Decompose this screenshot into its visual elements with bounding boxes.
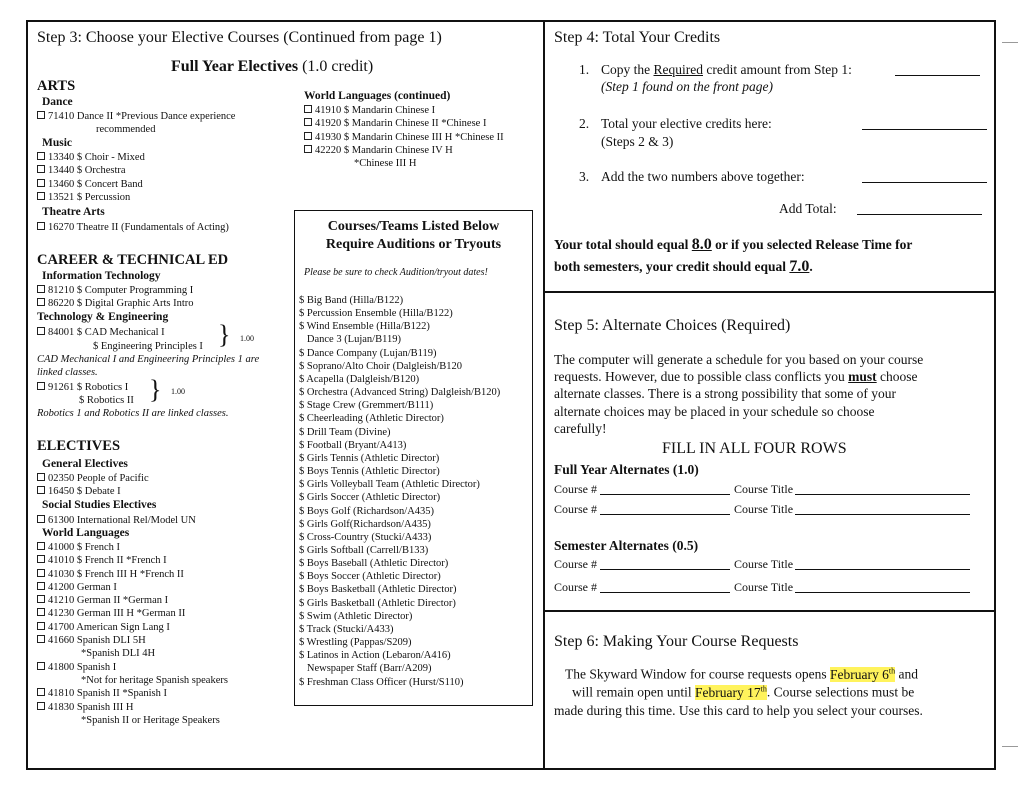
checkbox[interactable]	[304, 118, 312, 126]
electives-heading: ELECTIVES	[37, 438, 121, 454]
close-date-text: February 17	[694, 684, 761, 700]
step4-total-blank[interactable]	[857, 203, 982, 215]
robotics-credit: 1.00	[171, 387, 185, 396]
para-text: choose	[876, 369, 918, 384]
step4-q2: Total your elective credits here:	[601, 116, 772, 131]
course-label: 41910 $ Mandarin Chinese I	[315, 105, 436, 116]
checkbox[interactable]	[37, 298, 45, 306]
course-number-label: Course #	[554, 580, 597, 594]
course-row[interactable]	[37, 297, 194, 310]
step5-fill-heading: FILL IN ALL FOUR ROWS	[662, 440, 847, 457]
course-row[interactable]	[37, 661, 228, 674]
release-total: 7.0	[789, 258, 810, 275]
audition-item: $ Stage Crew (Gremmert/B111)	[299, 400, 434, 412]
course-title-input[interactable]	[795, 581, 970, 593]
course-label: *Spanish II or Heritage Speakers	[81, 714, 220, 726]
course-number-input[interactable]	[600, 503, 730, 515]
course-note	[37, 674, 228, 687]
step5-para-5: carefully!	[554, 421, 607, 436]
semester-alternates-heading: Semester Alternates (0.5)	[554, 538, 699, 553]
audition-item: Newspaper Staff (Barr/A209)	[299, 663, 432, 675]
theatre-course[interactable]	[37, 221, 229, 234]
audition-item: $ Percussion Ensemble (Hilla/B122)	[299, 308, 453, 320]
full-year-credit: (1.0 credit)	[298, 58, 374, 75]
step5-para-2	[554, 369, 918, 385]
audition-item: $ Cheerleading (Athletic Director)	[299, 413, 444, 425]
checkbox[interactable]	[37, 622, 45, 630]
audition-item: $ Freshman Class Officer (Hurst/S110)	[299, 676, 464, 688]
close-date-sup: th	[760, 684, 767, 693]
course-number-input[interactable]	[600, 558, 730, 570]
course-label: 41810 Spanish II *Spanish I	[48, 688, 167, 700]
course-number-label: Course #	[554, 482, 597, 496]
close-date	[695, 685, 767, 700]
checkbox[interactable]	[37, 192, 45, 200]
auditions-title-2: Require Auditions or Tryouts	[325, 237, 502, 252]
summary-text: Your total should equal	[554, 237, 692, 252]
course-label: *Spanish DLI 4H	[81, 648, 156, 660]
course-row[interactable]	[37, 581, 228, 594]
audition-item: $ Boys Basketball (Athletic Director)	[299, 584, 457, 596]
course-row[interactable]	[37, 701, 228, 714]
course-row[interactable]	[37, 621, 228, 634]
audition-item: $ Cross-Country (Stucki/A433)	[299, 531, 432, 543]
audition-item: $ Wind Ensemble (Hilla/B122)	[299, 321, 430, 333]
course-label: 81210 $ Computer Programming I	[48, 285, 194, 296]
it-heading: Information Technology	[42, 270, 161, 282]
course-row[interactable]	[37, 541, 228, 554]
course-title-input[interactable]	[795, 503, 970, 515]
audition-item: $ Track (Stucki/A433)	[299, 623, 394, 635]
auditions-list	[299, 294, 500, 689]
required-total: 8.0	[691, 236, 712, 253]
audition-item: $ Girls Basketball (Athletic Director)	[299, 597, 456, 609]
robotics-course-2: $ Robotics II	[79, 395, 134, 406]
course-row[interactable]	[37, 284, 194, 297]
q1-required: Required	[653, 62, 703, 77]
course-label: 16450 $ Debate I	[48, 486, 121, 498]
course-label: 42220 $ Mandarin Chinese IV H	[315, 144, 453, 156]
checkbox[interactable]	[37, 542, 45, 550]
summary-text: both semesters, your credit should equal	[554, 259, 790, 274]
general-heading: General Electives	[42, 458, 128, 470]
step5-title: Step 5: Alternate Choices (Required)	[554, 317, 791, 334]
step6-line-1	[565, 666, 918, 683]
auditions-title-1: Courses/Teams Listed Below	[327, 219, 500, 234]
social-heading: Social Studies Electives	[42, 499, 157, 511]
course-label: 41230 German III H *German II	[48, 608, 186, 620]
step4-q1-sub: (Step 1 found on the front page)	[601, 79, 773, 94]
step4-q2-sub: (Steps 2 & 3)	[601, 134, 674, 149]
course-label: 41920 $ Mandarin Chinese II *Chinese I	[315, 118, 487, 130]
must-emphasis: must	[848, 369, 877, 384]
open-date	[830, 667, 895, 682]
step6-text: . Course selections must be	[766, 684, 915, 700]
checkbox[interactable]	[37, 555, 45, 563]
step5-para-1: The computer will generate a schedule for you based on your course	[554, 352, 924, 367]
alternate-row-4	[554, 580, 970, 595]
audition-item: $ Latinos in Action (Lebaron/A416)	[299, 650, 451, 662]
course-label: 86220 $ Digital Graphic Arts Intro	[48, 298, 194, 310]
course-label: 41030 $ French III H *French II	[48, 568, 184, 580]
course-row[interactable]	[37, 634, 228, 647]
course-title-label: Course Title	[734, 557, 794, 571]
checkbox[interactable]	[37, 165, 45, 173]
course-label: 41700 American Sign Lang I	[48, 621, 170, 633]
audition-item: $ Wrestling (Pappas/S209)	[299, 637, 412, 649]
wl-continued-heading: World Languages (continued)	[304, 90, 451, 102]
course-note	[37, 647, 228, 660]
cad-course-2: $ Engineering Principles I	[93, 341, 203, 352]
course-label: 13440 $ Orchestra	[48, 165, 126, 177]
course-title-input[interactable]	[795, 483, 970, 495]
checkbox[interactable]	[37, 702, 45, 710]
course-note	[304, 157, 504, 170]
course-title-label: Course Title	[734, 502, 794, 516]
cad-note-1: CAD Mechanical I and Engineering Principles 1 are	[37, 354, 260, 365]
checkbox[interactable]	[304, 105, 312, 113]
step5-para-3: alternate classes. There is a strong possibility that some of your	[554, 386, 897, 401]
step4-q2-blank[interactable]	[862, 118, 987, 130]
general-list	[37, 472, 149, 499]
step4-q1	[601, 62, 852, 78]
course-row[interactable]	[37, 151, 145, 164]
course-title-label: Course Title	[734, 580, 794, 594]
course-row[interactable]	[304, 144, 504, 157]
checkbox[interactable]	[304, 145, 312, 153]
course-label: 41800 Spanish I	[48, 661, 117, 673]
step6-title: Step 6: Making Your Course Requests	[554, 633, 799, 650]
audition-item: $ Orchestra (Advanced String) Dalgleish/B120)	[299, 387, 501, 399]
audition-item: $ Big Band (Hilla/B122)	[299, 295, 404, 306]
course-number-input[interactable]	[600, 483, 730, 495]
cad-note-2: linked classes.	[37, 367, 98, 378]
course-label: 13460 $ Concert Band	[48, 178, 143, 190]
audition-item: $ Girls Tennis (Athletic Director)	[299, 452, 440, 464]
cte-heading: CAREER & TECHNICAL ED	[37, 252, 229, 268]
course-label: 41830 Spanish III H	[48, 701, 134, 713]
open-date-text: February 6	[830, 666, 889, 682]
checkbox[interactable]	[304, 132, 312, 140]
cad-credit: 1.00	[240, 334, 254, 343]
course-row[interactable]	[37, 164, 145, 177]
checkbox[interactable]	[37, 473, 45, 481]
checkbox[interactable]	[37, 486, 45, 494]
fold-mark-top	[1002, 42, 1018, 43]
course-row[interactable]	[37, 485, 149, 498]
course-label: 71410 Dance II *Previous Dance experience	[48, 111, 236, 122]
full-year-heading	[171, 58, 373, 76]
course-label: 41000 $ French I	[48, 542, 121, 553]
open-date-sup: th	[888, 666, 896, 675]
step4-q1-num: 1.	[579, 62, 590, 77]
checkbox[interactable]	[37, 327, 45, 335]
checkbox[interactable]	[37, 179, 45, 187]
step5-divider	[544, 610, 996, 612]
course-row[interactable]	[37, 687, 228, 700]
step6-text: The Skyward Window for course requests opens	[565, 666, 831, 682]
course-label: 84001 $ CAD Mechanical I	[48, 327, 165, 338]
audition-item: $ Football (Bryant/A413)	[299, 439, 407, 451]
checkbox[interactable]	[37, 382, 45, 390]
course-number-label: Course #	[554, 557, 597, 571]
course-label: 41200 German I	[48, 581, 117, 593]
social-course[interactable]	[37, 514, 196, 527]
summary-text: or if you selected Release Time for	[711, 237, 913, 252]
alternate-row-2	[554, 502, 970, 517]
course-note	[37, 714, 228, 727]
course-number-label: Course #	[554, 502, 597, 516]
column-divider	[543, 20, 545, 770]
course-label: 16270 Theatre II (Fundamentals of Acting)	[48, 222, 229, 233]
brace-icon: }	[218, 320, 231, 349]
course-row[interactable]	[304, 104, 504, 117]
robotics-note: Robotics 1 and Robotics II are linked classes.	[37, 408, 229, 419]
audition-item: $ Swim (Athletic Director)	[299, 610, 413, 622]
world-languages-list	[37, 541, 228, 727]
audition-item: Dance 3 (Lujan/B119)	[299, 334, 401, 346]
audition-item: $ Girls Softball (Carrell/B133)	[299, 544, 429, 556]
course-number-input[interactable]	[600, 581, 730, 593]
checkbox[interactable]	[37, 582, 45, 590]
summary-text: .	[809, 259, 813, 274]
course-label: 41660 Spanish DLI 5H	[48, 635, 146, 647]
brace-icon: }	[149, 375, 162, 404]
step4-title: Step 4: Total Your Credits	[554, 29, 721, 46]
course-row[interactable]	[304, 117, 504, 130]
step3-title: Step 3: Choose your Elective Courses (Continued from page 1)	[37, 29, 442, 46]
course-label: 13340 $ Choir - Mixed	[48, 152, 145, 163]
alternate-row-1	[554, 482, 970, 497]
auditions-note: Please be sure to check Audition/tryout dates!	[304, 267, 488, 278]
course-label: 02350 People of Pacific	[48, 473, 149, 484]
world-languages-heading: World Languages	[42, 527, 130, 539]
step4-summary-2	[554, 258, 813, 276]
step4-q3-num: 3.	[579, 169, 590, 184]
checkbox[interactable]	[37, 152, 45, 160]
q1-post: credit amount from Step 1:	[703, 62, 852, 77]
dance-heading: Dance	[42, 96, 73, 108]
q1-pre: Copy the	[601, 62, 654, 77]
step6-line-2	[572, 684, 914, 701]
audition-item: $ Girls Volleyball Team (Athletic Director)	[299, 479, 480, 491]
robotics-course-1[interactable]	[37, 381, 128, 394]
full-year-bold: Full Year Electives	[171, 58, 299, 75]
course-label: 61300 International Rel/Model UN	[48, 515, 196, 526]
course-row[interactable]	[37, 607, 228, 620]
audition-item: $ Boys Baseball (Athletic Director)	[299, 558, 449, 570]
dance-course-1-note: recommended	[96, 124, 156, 135]
it-list	[37, 284, 194, 311]
course-title-label: Course Title	[734, 482, 794, 496]
step5-para-4: alternate choices may be placed in your schedule so choose	[554, 404, 875, 419]
course-label: 41210 German II *German I	[48, 595, 169, 607]
audition-item: $ Drill Team (Divine)	[299, 426, 391, 438]
step4-q1-blank[interactable]	[895, 64, 980, 76]
audition-item: $ Girls Golf(Richardson/A435)	[299, 518, 431, 530]
alternate-row-3	[554, 557, 970, 572]
course-row[interactable]	[37, 594, 228, 607]
checkbox[interactable]	[37, 111, 45, 119]
course-row[interactable]	[304, 131, 504, 144]
checkbox[interactable]	[37, 515, 45, 523]
audition-item: $ Boys Tennis (Athletic Director)	[299, 466, 440, 478]
para-text: requests. However, due to possible class conflicts you	[554, 369, 849, 384]
step6-text: and	[895, 666, 918, 682]
full-year-alternates-heading: Full Year Alternates (1.0)	[554, 462, 699, 477]
checkbox[interactable]	[37, 608, 45, 616]
cad-course-1[interactable]	[37, 326, 165, 339]
audition-item: $ Acapella (Dalgleish/B120)	[299, 373, 420, 385]
step6-text: will remain open until	[572, 684, 695, 700]
course-row[interactable]	[37, 472, 149, 485]
music-heading: Music	[42, 137, 73, 149]
step4-q3-blank[interactable]	[862, 171, 987, 183]
checkbox[interactable]	[37, 222, 45, 230]
theatre-heading: Theatre Arts	[42, 206, 105, 218]
course-label: 41010 $ French II *French I	[48, 555, 167, 567]
te-heading: Technology & Engineering	[37, 311, 169, 323]
dance-course-1[interactable]	[37, 110, 235, 123]
course-label: *Not for heritage Spanish speakers	[81, 674, 228, 686]
step4-q2-num: 2.	[579, 116, 590, 131]
arts-heading: ARTS	[37, 78, 76, 94]
step4-divider	[544, 291, 996, 293]
audition-item: $ Boys Soccer (Athletic Director)	[299, 571, 441, 583]
course-row[interactable]	[37, 191, 145, 204]
wl-continued-list	[304, 104, 504, 170]
step6-line-3: made during this time. Use this card to help you select your courses.	[554, 703, 923, 718]
step4-summary-1	[554, 236, 912, 254]
course-row[interactable]	[37, 178, 145, 191]
course-label: 13521 $ Percussion	[48, 191, 131, 203]
course-row[interactable]	[37, 554, 228, 567]
audition-item: $ Boys Golf (Richardson/A435)	[299, 505, 435, 517]
course-label: 91261 $ Robotics I	[48, 382, 129, 393]
step4-add-total: Add Total:	[779, 201, 837, 216]
fold-mark-bottom	[1002, 746, 1018, 747]
course-label: *Chinese III H	[354, 158, 417, 170]
checkbox[interactable]	[37, 635, 45, 643]
audition-item: $ Girls Soccer (Athletic Director)	[299, 492, 441, 504]
course-label: 41930 $ Mandarin Chinese III H *Chinese II	[315, 131, 504, 143]
course-title-input[interactable]	[795, 558, 970, 570]
course-row[interactable]	[37, 568, 228, 581]
checkbox[interactable]	[37, 595, 45, 603]
step4-q3: Add the two numbers above together:	[601, 169, 805, 184]
music-list	[37, 151, 145, 204]
audition-item: $ Dance Company (Lujan/B119)	[299, 347, 437, 359]
audition-item: $ Soprano/Alto Choir (Dalgleish/B120	[299, 360, 463, 372]
checkbox[interactable]	[37, 285, 45, 293]
checkbox[interactable]	[37, 662, 45, 670]
checkbox[interactable]	[37, 688, 45, 696]
checkbox[interactable]	[37, 569, 45, 577]
